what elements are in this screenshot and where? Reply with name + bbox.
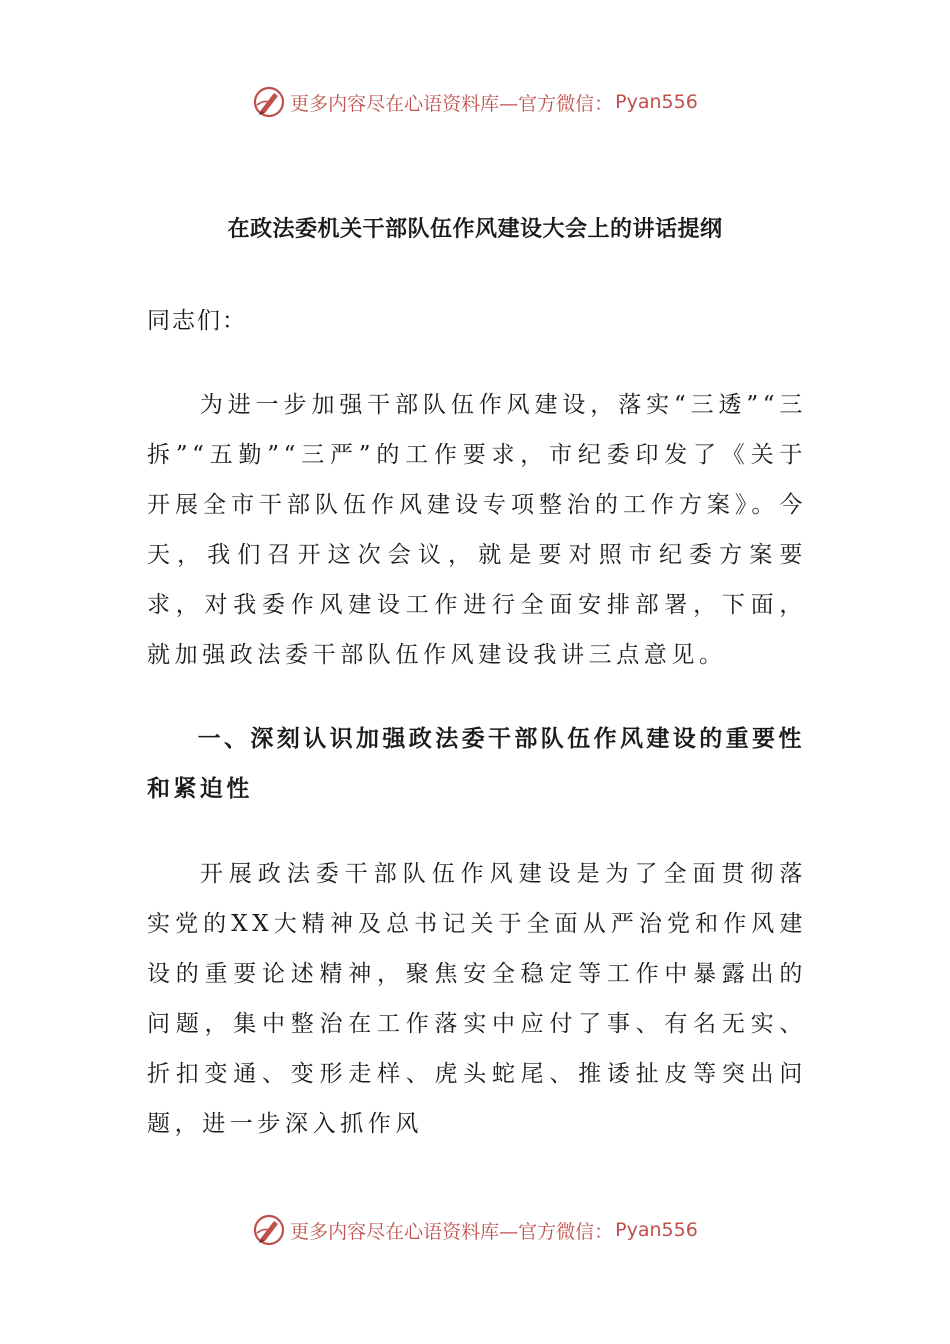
pen-logo-icon [252, 1213, 286, 1247]
pen-logo-icon [252, 85, 286, 119]
paragraph-section-1: 开展政法委干部队伍作风建设是为了全面贯彻落实党的XX大精神及总书记关于全面从严治党和作风建设的重要论述精神，聚焦安全稳定等工作中暴露出的问题，集中整治在工作落实中应付了事、有名无实、折扣变通、变形走样、虎头蛇尾、推诿扯皮等突出问题，进一步深入抓作风 [147, 861, 807, 1137]
document-title: 在政法委机关干部队伍作风建设大会上的讲话提纲 [227, 217, 723, 242]
watermark-footer [0, 1208, 950, 1252]
salutation: 同志们： [147, 308, 247, 334]
section-heading-1: 一、深刻认识加强政法委干部队伍作风建设的重要性和紧迫性 [147, 726, 805, 802]
watermark-wechat-id: Pyan556 [615, 91, 698, 113]
watermark-text: 更多内容尽在心语资料库—官方微信： [290, 1220, 614, 1243]
paragraph-intro: 为进一步加强干部队伍作风建设，落实“三透”“三拆”“五勤”“三严”的工作要求，市纪委印发了《关于开展全市干部队伍作风建设专项整治的工作方案》。今天，我们召开这次会议，就是要对照市纪委方案要求，对我委作风建设工作进行全面安排部署，下面，就加强政法委干部队伍作风建设我讲三点意见。 [147, 392, 807, 668]
watermark-text: 更多内容尽在心语资料库—官方微信： [290, 92, 614, 115]
watermark-header [0, 80, 950, 124]
watermark-wechat-id: Pyan556 [615, 1219, 698, 1241]
